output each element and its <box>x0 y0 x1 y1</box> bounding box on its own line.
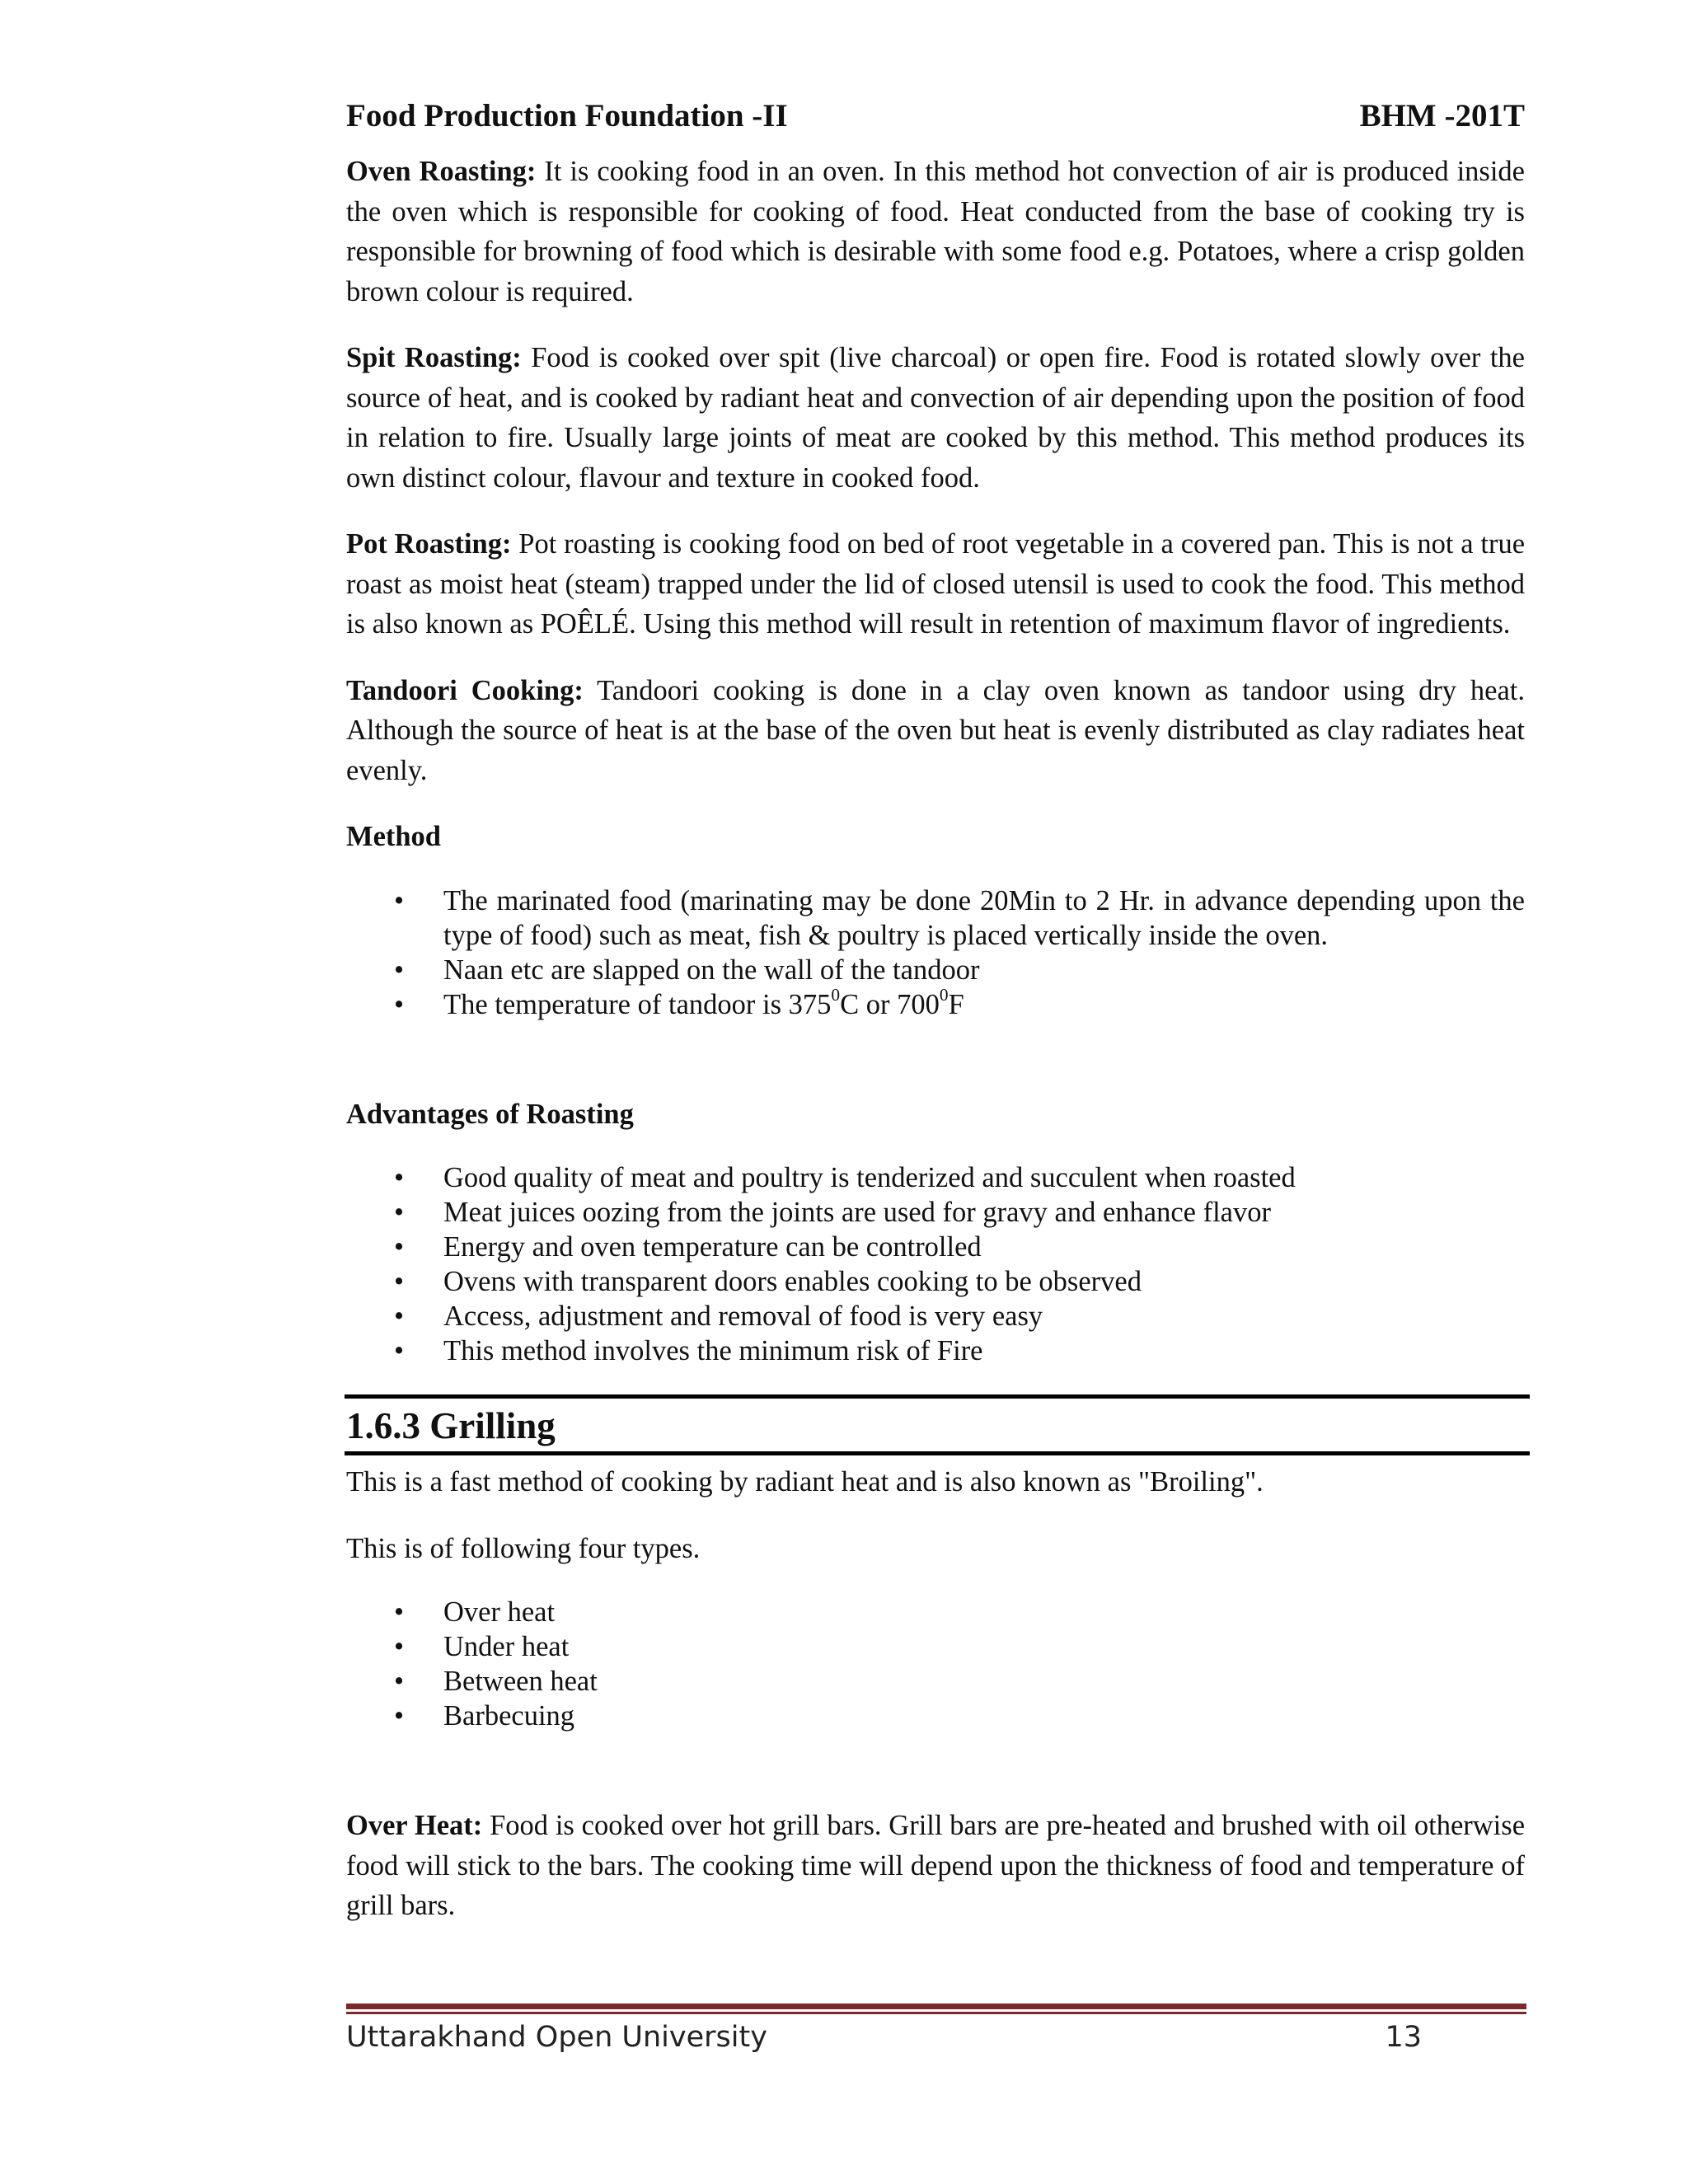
bullet-icon: • <box>394 954 405 986</box>
bullet-icon: • <box>394 1631 405 1662</box>
method-list <box>346 883 1525 1022</box>
list-item <box>346 1299 1525 1333</box>
list-item <box>346 1595 1525 1629</box>
pot-roasting-term: Pot Roasting: <box>346 528 512 560</box>
bullet-icon: • <box>394 1301 405 1332</box>
method-heading: Method <box>346 821 441 852</box>
grilling-types-list <box>346 1595 1525 1733</box>
list-item <box>346 1160 1525 1195</box>
bullet-icon: • <box>394 1231 405 1263</box>
over-heat-term: Over Heat: <box>346 1810 483 1841</box>
tandoori-cooking-text: Tandoori cooking is done in a clay oven known as tandoor using dry heat. Although the source of heat is at the base of the oven but heat is evenly distributed as clay radiates heat evenly. <box>346 674 1525 786</box>
oven-roasting-paragraph <box>346 152 1525 312</box>
degree-superscript: 0 <box>831 984 841 1005</box>
list-item <box>346 953 1525 987</box>
footer-rule <box>346 2004 1526 2009</box>
tandoori-cooking-term: Tandoori Cooking: <box>346 674 584 706</box>
list-item <box>346 1629 1525 1664</box>
page-content <box>346 152 1525 1952</box>
bullet-icon: • <box>394 1197 405 1228</box>
grilling-types-intro: This is of following four types. <box>346 1532 701 1564</box>
list-item-text: Access, adjustment and removal of food is very easy <box>443 1301 1043 1332</box>
course-code: BHM -201T <box>1359 98 1525 134</box>
page-header <box>346 97 1525 134</box>
advantages-heading: Advantages of Roasting <box>346 1098 634 1130</box>
list-item-text: This method involves the minimum risk of Fire <box>443 1335 983 1366</box>
temperature-prefix: The temperature of tandoor is 375 <box>443 988 832 1020</box>
list-item <box>346 1230 1525 1264</box>
header-title: Food Production Foundation -II <box>346 98 788 134</box>
list-item <box>346 1333 1525 1368</box>
bullet-icon: • <box>394 884 405 916</box>
bullet-icon: • <box>394 1162 405 1193</box>
over-heat-paragraph <box>346 1806 1525 1926</box>
temperature-suffix: F <box>948 988 964 1020</box>
list-item-text: Meat juices oozing from the joints are used for gravy and enhance flavor <box>443 1197 1271 1228</box>
pot-roasting-paragraph <box>346 524 1525 644</box>
list-item-text: Naan etc are slapped on the wall of the tandoor <box>443 954 980 986</box>
list-item <box>346 883 1525 953</box>
list-item <box>346 1195 1525 1230</box>
list-item-text: The marinated food (marinating may be done 20Min to 2 Hr. in advance depending upon the type of food) such as meat, fish & poultry is placed vertically inside the oven. <box>443 884 1525 951</box>
list-item <box>346 1664 1525 1699</box>
list-item-text: Good quality of meat and poultry is tenderized and succulent when roasted <box>443 1162 1296 1193</box>
oven-roasting-term: Oven Roasting: <box>346 156 537 187</box>
spacer <box>346 1760 1525 1806</box>
list-item <box>346 984 1525 1022</box>
list-item <box>346 1264 1525 1299</box>
list-item-text: Under heat <box>443 1631 570 1662</box>
spit-roasting-term: Spit Roasting: <box>346 342 522 373</box>
list-item-text: Energy and oven temperature can be controlled <box>443 1231 982 1263</box>
over-heat-text: Food is cooked over hot grill bars. Grill bars are pre-heated and brushed with oil otherwise food will stick to the bars. The cooking time will depend upon the thickness of food and temperature of grill bars. <box>346 1810 1526 1921</box>
bullet-icon: • <box>394 1596 405 1628</box>
list-item-text: Between heat <box>443 1666 598 1697</box>
list-item-text: Ovens with transparent doors enables cooking to be observed <box>443 1266 1142 1297</box>
degree-superscript: 0 <box>939 984 949 1005</box>
bullet-icon: • <box>394 1266 405 1297</box>
bullet-icon: • <box>394 1335 405 1366</box>
list-item-text: Barbecuing <box>443 1700 575 1732</box>
bullet-icon: • <box>394 988 405 1020</box>
spit-roasting-text: Food is cooked over spit (live charcoal) or open fire. Food is rotated slowly over the source of heat, and is cooked by radiant heat and convection of air depending upon the position of food in relation to fire. Usually large joints of meat are cooked by this method. This method produces its own distinct colour, flavour and texture in cooked food. <box>346 342 1525 494</box>
bullet-icon: • <box>394 1666 405 1697</box>
tandoori-cooking-paragraph <box>346 671 1525 791</box>
list-item-text: Over heat <box>443 1596 556 1628</box>
page-number: 13 <box>1385 2021 1422 2054</box>
university-name: Uttarakhand Open University <box>346 2021 767 2054</box>
grilling-intro: This is a fast method of cooking by radiant heat and is also known as "Broiling". <box>346 1466 1264 1497</box>
temperature-middle: C or 700 <box>840 988 940 1020</box>
grilling-section-heading: 1.6.3 Grilling <box>345 1394 1530 1455</box>
oven-roasting-text: It is cooking food in an oven. In this method hot convection of air is produced inside the oven which is responsible for cooking of food. Heat conducted from the base of cooking try is responsible for browning of food which is desirable with some food e.g. Potatoes, where a crisp golden brown colour is required. <box>346 156 1525 307</box>
advantages-list <box>346 1160 1525 1368</box>
pot-roasting-text: Pot roasting is cooking food on bed of root vegetable in a covered pan. This is not a true roast as moist heat (steam) trapped under the lid of closed utensil is used to cook the food. This method is also known as POÊLÉ. Using this method will result in retention of maximum flavor of ingredients. <box>346 528 1526 640</box>
footer-rule-thin <box>346 2012 1526 2014</box>
spacer <box>346 1048 1525 1094</box>
bullet-icon: • <box>394 1700 405 1732</box>
spit-roasting-paragraph <box>346 338 1525 498</box>
list-item <box>346 1699 1525 1733</box>
page-footer <box>346 2021 1422 2054</box>
